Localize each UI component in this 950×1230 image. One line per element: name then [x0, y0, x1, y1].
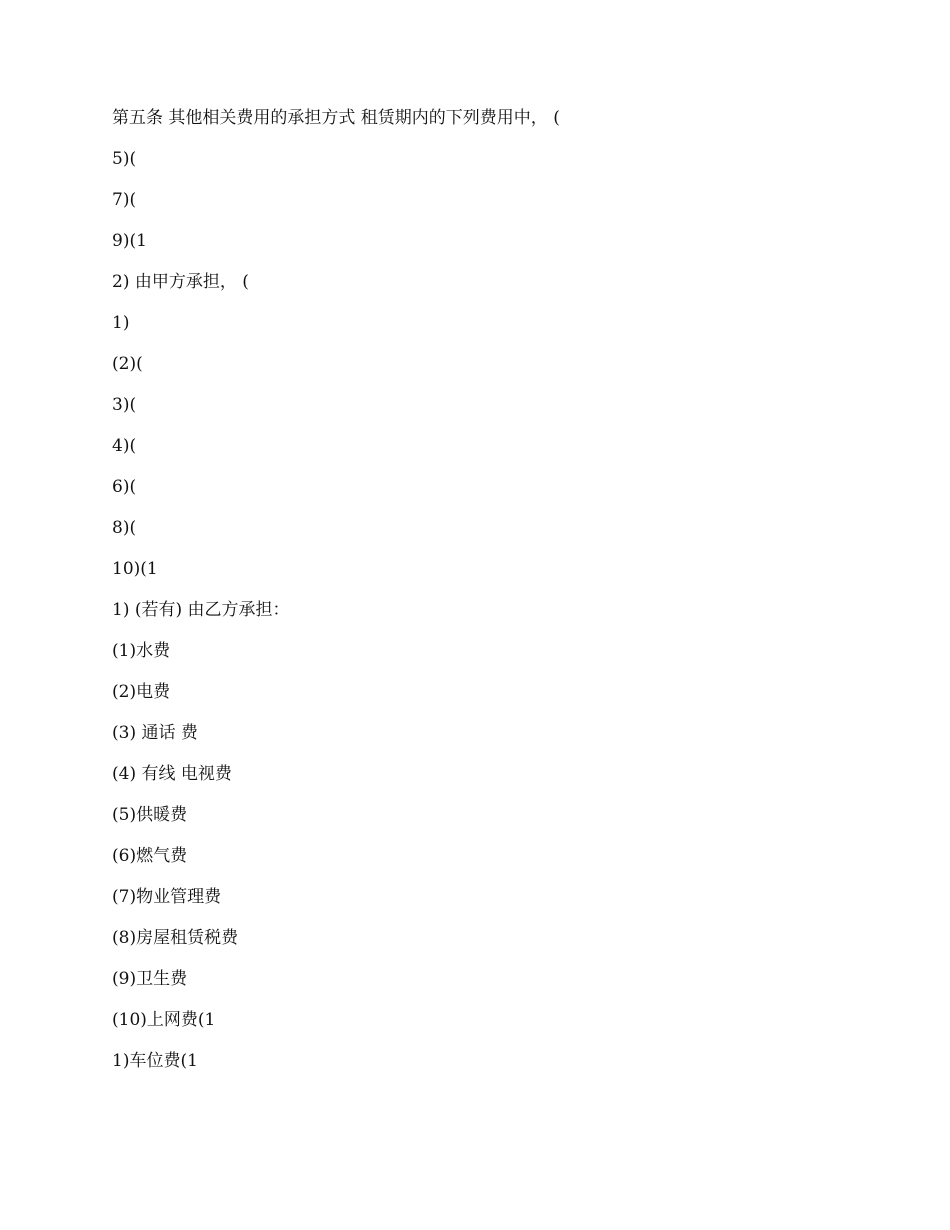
- text-line: 7)(: [112, 190, 137, 210]
- fee-item: (7)物业管理费: [112, 887, 222, 907]
- article-heading: 第五条 其他相关费用的承担方式 租赁期内的下列费用中， (: [112, 108, 560, 128]
- text-line: 3)(: [112, 395, 137, 415]
- fee-item: (10)上网费(1: [112, 1010, 216, 1030]
- text-line: 10)(1: [112, 559, 158, 579]
- text-line: (2)(: [112, 354, 143, 374]
- fee-item: (1)水费: [112, 641, 171, 661]
- text-line: 1) (若有) 由乙方承担：: [112, 600, 290, 620]
- document-body: [112, 108, 872, 1092]
- fee-item: (5)供暖费: [112, 805, 188, 825]
- fee-item: (4) 有线 电视费: [112, 764, 232, 784]
- fee-item: 1)车位费(1: [112, 1051, 198, 1071]
- text-line: 1): [112, 313, 130, 333]
- fee-item: (9)卫生费: [112, 969, 188, 989]
- text-line: 8)(: [112, 518, 137, 538]
- fee-item: (8)房屋租赁税费: [112, 928, 239, 948]
- text-line: 9)(1: [112, 231, 147, 251]
- text-line: 5)(: [112, 149, 137, 169]
- fee-item: (3) 通话 费: [112, 723, 198, 743]
- text-line: 4)(: [112, 436, 137, 456]
- text-line: 6)(: [112, 477, 137, 497]
- fee-item: (6)燃气费: [112, 846, 188, 866]
- fee-item: (2)电费: [112, 682, 171, 702]
- text-line: 2) 由甲方承担， (: [112, 272, 249, 292]
